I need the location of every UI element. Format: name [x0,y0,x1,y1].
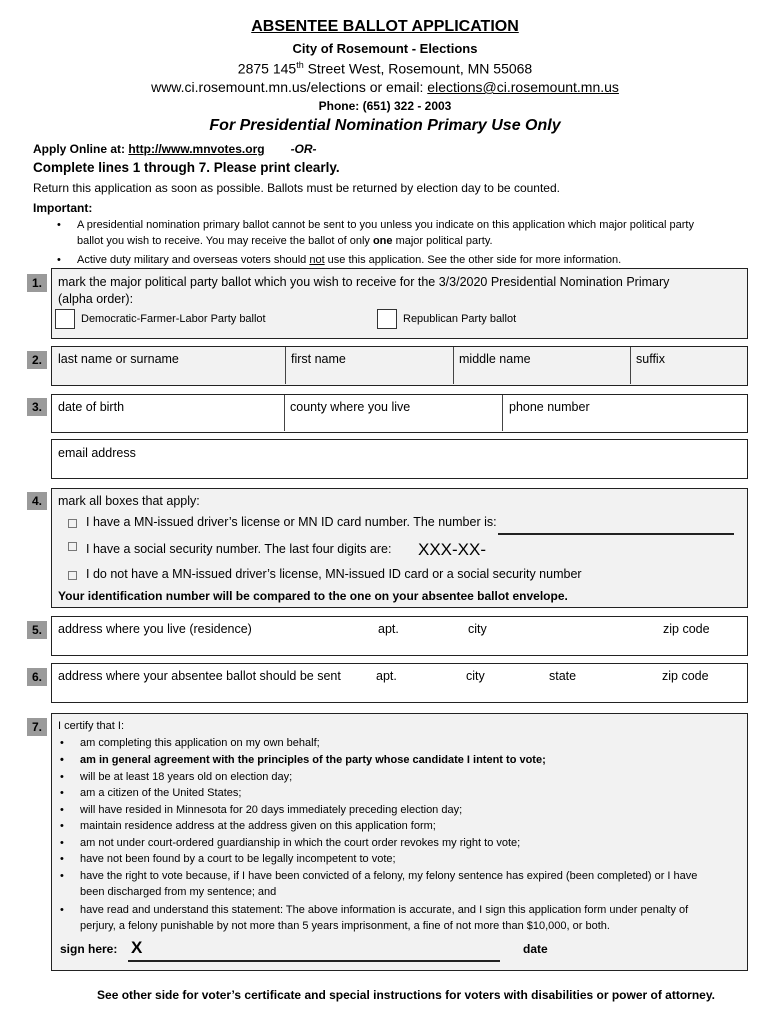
section-3-number: 3. [27,398,47,416]
section-1-label-cont: (alpha order): [58,292,134,306]
section-2-number: 2. [27,351,47,369]
divider [284,395,285,431]
email-box [51,439,748,479]
divider [285,347,286,384]
residence-city-label: city [468,622,487,636]
section-6-box [51,663,748,703]
section-5-number: 5. [27,621,47,639]
certify-item: • am not under court-ordered guardianship in which the court order revokes my right to vote; [80,837,520,849]
mailing-zip-label: zip code [662,669,709,683]
return-note: Return this application as soon as possible. Ballots must be returned by election day to be counted. [33,181,560,195]
certify-label: I certify that I: [58,720,125,732]
office-name: City of Rosemount - Elections [292,41,478,56]
certify-item: • have the right to vote because, if I have been convicted of a felony, my felony sentence has expired (been completed) or I have [80,870,697,882]
section-1-number: 1. [27,274,47,292]
signature-line[interactable] [128,960,500,962]
mailing-address-label: address where your absentee ballot should be sent [58,669,341,683]
date-label: date [523,942,548,956]
phone-label: phone number [509,400,590,414]
middle-name-label: middle name [459,352,531,366]
no-id-option-label: I do not have a MN-issued driver’s license, MN-issued ID card or a social security number [86,567,582,581]
sign-x-mark: X [131,938,143,957]
section-1-label: mark the major political party ballot which you wish to receive for the 3/3/2020 Presidential Nomination Primary [58,275,670,289]
section-7-number: 7. [27,718,47,736]
section-2-box [51,346,748,386]
divider [502,395,503,431]
dob-label: date of birth [58,400,125,414]
certify-item: • have read and understand this statement: The above information is accurate, and I sign this application form under penalty of [80,904,688,916]
residence-zip-label: zip code [663,622,710,636]
section-4-label: mark all boxes that apply: [58,494,200,508]
important-bullet-1a: • A presidential nomination primary ballot cannot be sent to you unless you indicate on this application which major political party [77,219,694,231]
section-4-box [51,488,748,608]
section-7-box [51,713,748,971]
no-id-checkbox[interactable] [68,571,77,580]
dfl-label: Democratic-Farmer-Labor Party ballot [81,313,266,325]
section-6-number: 6. [27,668,47,686]
first-name-label: first name [291,352,346,366]
dl-number-line[interactable] [498,533,734,535]
email-label: email address [58,446,136,460]
certify-item: • am a citizen of the United States; [80,787,241,799]
ssn-prefix: XXX-XX- [418,540,487,559]
form-title: ABSENTEE BALLOT APPLICATION [251,18,519,35]
section-1-box [51,268,748,339]
section-5-box [51,616,748,656]
dl-option-label: I have a MN-issued driver’s license or MN ID card number. The number is: [86,515,497,529]
republican-checkbox[interactable] [377,309,397,329]
important-label: Important: [33,201,93,215]
certify-item: • have not been found by a court to be legally incompetent to vote; [80,853,396,865]
certify-item: • am in general agreement with the principles of the party whose candidate I intent to vote; [80,754,546,766]
certify-item: • maintain residence address at the address given on this application form; [80,820,436,832]
form-subtitle: For Presidential Nomination Primary Use Only [209,117,561,134]
suffix-label: suffix [636,352,665,366]
divider [630,347,631,384]
ssn-checkbox[interactable] [68,542,77,551]
dl-checkbox[interactable] [68,519,77,528]
web-and-email: www.ci.rosemount.mn.us/elections or email: elections@ci.rosemount.mn.us [151,79,619,95]
complete-lines: Complete lines 1 through 7. Please print clearly. [33,160,340,175]
id-compare-note: Your identification number will be compared to the one on your absentee ballot envelope. [58,589,568,603]
certify-item-cont: been discharged from my sentence; and [80,886,277,898]
residence-apt-label: apt. [378,622,399,636]
section-4-number: 4. [27,492,47,510]
republican-label: Republican Party ballot [403,313,517,325]
residence-address-label: address where you live (residence) [58,622,252,636]
important-bullet-2: • Active duty military and overseas voters should not use this application. See the other side for more information. [77,254,621,266]
email-link[interactable]: elections@ci.rosemount.mn.us [427,79,619,95]
mailing-state-label: state [549,669,577,683]
certify-item-cont: perjury, a felony punishable by not more than 5 years imprisonment, a fine of not more than $10,000, or both. [80,920,610,932]
divider [453,347,454,384]
mailing-city-label: city [466,669,485,683]
section-3-box [51,394,748,433]
county-label: county where you live [290,400,411,414]
important-bullet-1b: ballot you wish to receive. You may receive the ballot of only one major political party. [77,235,493,247]
certify-item: • will have resided in Minnesota for 20 days immediately preceding election day; [80,804,462,816]
footer-note: See other side for voter’s certificate and special instructions for voters with disabilities or power of attorney. [97,988,715,1002]
mnvotes-link[interactable]: http://www.mnvotes.org [128,142,265,156]
office-address: 2875 145th Street West, Rosemount, MN 55068 [237,60,533,77]
apply-online: Apply Online at: http://www.mnvotes.org -OR- [33,142,317,156]
mailing-apt-label: apt. [376,669,397,683]
last-name-label: last name or surname [58,352,179,366]
office-phone: Phone: (651) 322 - 2003 [318,99,452,113]
sign-here-label: sign here: [60,942,118,956]
certify-item: • will be at least 18 years old on election day; [80,771,292,783]
certify-item: • am completing this application on my own behalf; [80,737,320,749]
ssn-option-label: I have a social security number. The last four digits are: [86,542,392,556]
dfl-checkbox[interactable] [55,309,75,329]
